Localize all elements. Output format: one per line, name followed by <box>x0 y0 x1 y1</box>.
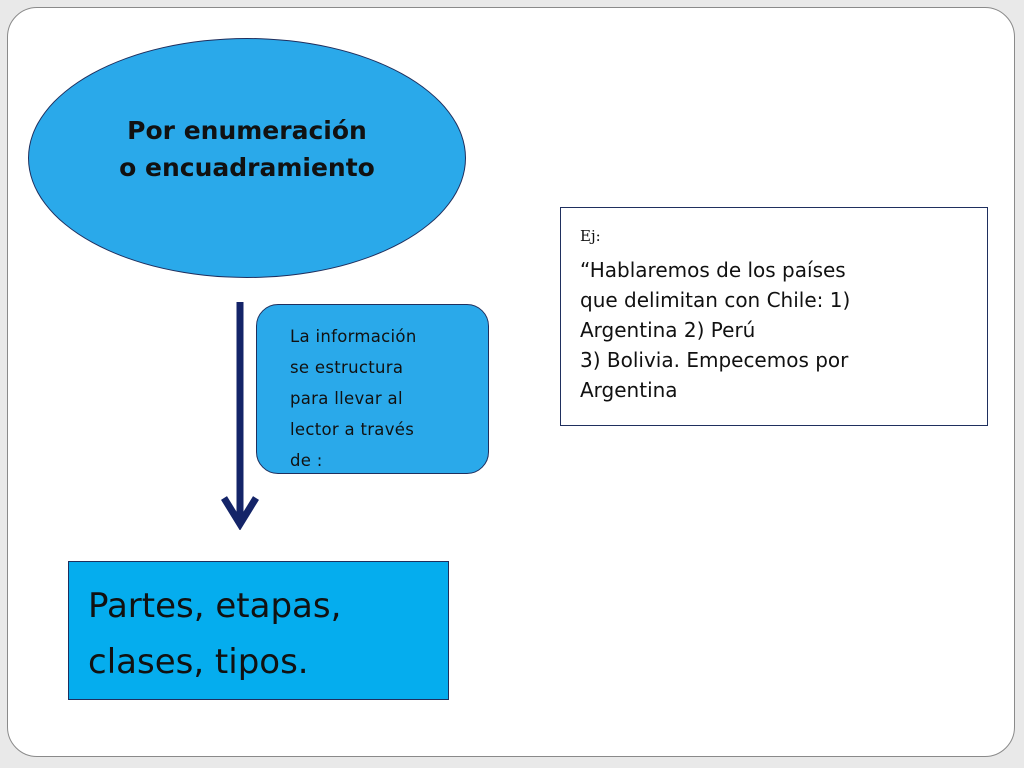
down-arrow-icon <box>220 302 260 530</box>
result-box <box>68 561 449 700</box>
main-concept-text: Por enumeración o encuadramiento <box>119 116 375 182</box>
example-box <box>560 207 988 426</box>
explanation-box <box>256 304 489 474</box>
example-text: “Hablaremos de los países que delimitan con Chile: 1) Argentina 2) Perú 3) Bolivia. Empecemos por Argentina <box>580 258 851 402</box>
explanation-text: La información se estructura para llevar al lector a través de : <box>290 327 417 470</box>
slide <box>7 7 1015 757</box>
example-label: Ej: <box>580 227 601 245</box>
result-text: Partes, etapas, clases, tipos. <box>88 586 342 682</box>
main-concept-ellipse <box>28 38 466 278</box>
